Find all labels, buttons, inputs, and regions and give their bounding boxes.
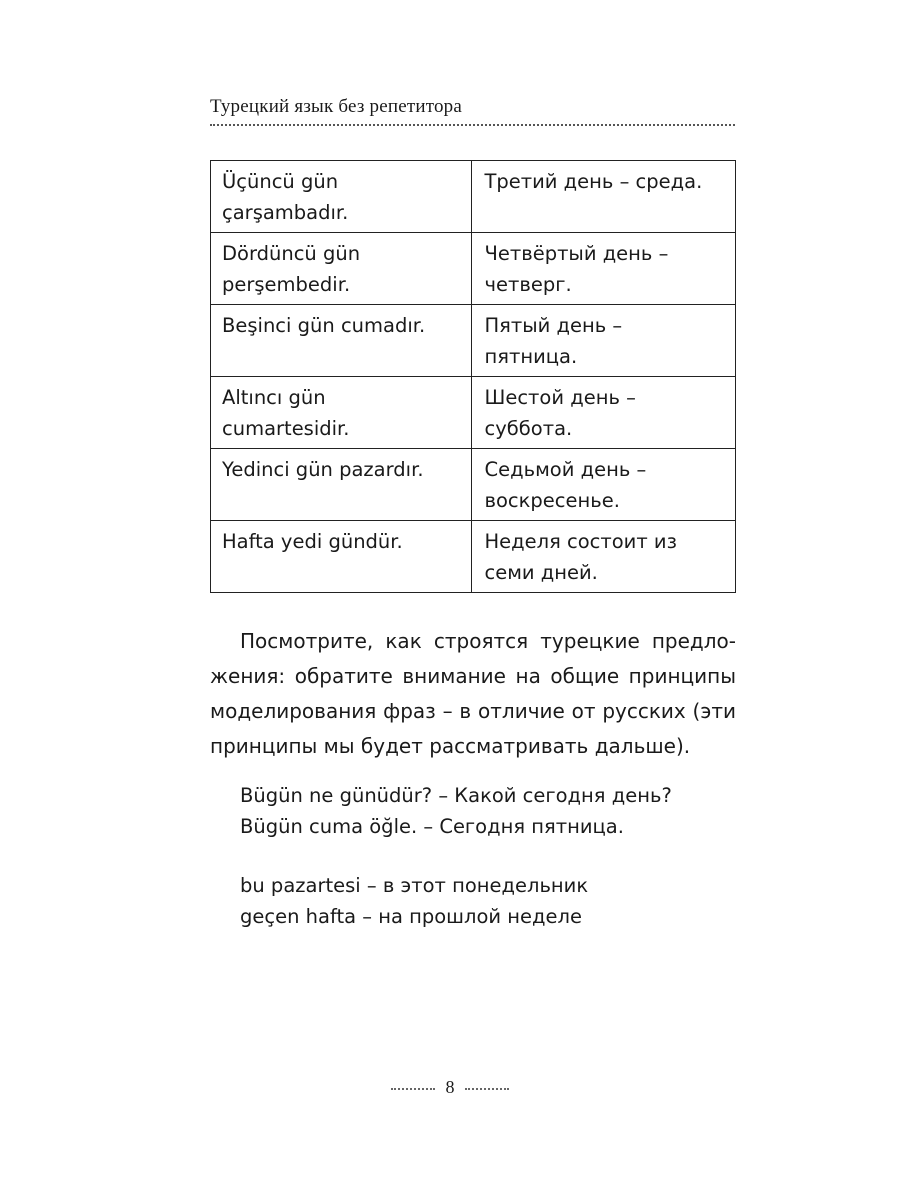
table-row bbox=[211, 305, 736, 377]
paragraph-line: моделирования фраз – в отличие от русских (эти bbox=[210, 699, 736, 723]
table-row bbox=[211, 161, 736, 233]
folio-dots-right bbox=[465, 1088, 509, 1090]
turkish-line: Altıncı gün bbox=[222, 386, 326, 409]
russian-cell bbox=[472, 449, 736, 521]
russian-cell bbox=[472, 521, 736, 593]
running-head: Турецкий язык без репетитора bbox=[210, 96, 462, 117]
russian-line: Неделя состоит из bbox=[484, 530, 677, 553]
turkish-line: Dördüncü gün bbox=[222, 242, 361, 265]
turkish-cell bbox=[211, 161, 472, 233]
example-line: Bügün cuma öğle. – Сегодня пятница. bbox=[240, 815, 624, 838]
page-number: 8 bbox=[445, 1077, 455, 1097]
paragraph-line: Посмотрите, как строятся турецкие предло- bbox=[240, 629, 736, 653]
body-paragraph bbox=[210, 624, 736, 764]
turkish-line: cumartesidir. bbox=[222, 417, 350, 440]
turkish-line: perşembedir. bbox=[222, 273, 351, 296]
table-row bbox=[211, 521, 736, 593]
turkish-cell bbox=[211, 233, 472, 305]
russian-line: Пятый день – bbox=[484, 314, 623, 337]
russian-cell bbox=[472, 233, 736, 305]
russian-line: суббота. bbox=[484, 417, 573, 440]
russian-line: Четвёртый день – bbox=[484, 242, 669, 265]
paragraph-line: жения: обратите внимание на общие принципы bbox=[210, 664, 736, 688]
russian-line: пятница. bbox=[484, 345, 578, 368]
turkish-line: Üçüncü gün bbox=[222, 170, 339, 193]
example-sentences bbox=[240, 780, 672, 842]
russian-cell bbox=[472, 161, 736, 233]
turkish-cell bbox=[211, 305, 472, 377]
example-phrases bbox=[240, 870, 588, 932]
turkish-cell bbox=[211, 449, 472, 521]
example-line: Bügün ne günüdür? – Какой сегодня день? bbox=[240, 784, 672, 807]
russian-line: Третий день – среда. bbox=[484, 170, 703, 193]
example-line: bu pazartesi – в этот понедельник bbox=[240, 874, 589, 897]
russian-line: четверг. bbox=[484, 273, 572, 296]
turkish-line: çarşambadır. bbox=[222, 201, 349, 224]
turkish-line: Hafta yedi gündür. bbox=[222, 530, 403, 553]
paragraph-line: принципы мы будет рассматривать дальше). bbox=[210, 734, 691, 758]
russian-line: Седьмой день – bbox=[484, 458, 647, 481]
table-row bbox=[211, 449, 736, 521]
turkish-cell bbox=[211, 521, 472, 593]
russian-line: семи дней. bbox=[484, 561, 598, 584]
russian-line: воскресенье. bbox=[484, 489, 620, 512]
example-line: geçen hafta – на прошлой неделе bbox=[240, 905, 582, 928]
turkish-cell bbox=[211, 377, 472, 449]
turkish-line: Beşinci gün cumadır. bbox=[222, 314, 426, 337]
vocabulary-table bbox=[210, 160, 736, 593]
table-row bbox=[211, 377, 736, 449]
russian-line: Шестой день – bbox=[484, 386, 636, 409]
turkish-line: Yedinci gün pazardır. bbox=[222, 458, 424, 481]
russian-cell bbox=[472, 377, 736, 449]
folio-dots-left bbox=[391, 1088, 435, 1090]
page-footer bbox=[0, 1077, 900, 1098]
table-row bbox=[211, 233, 736, 305]
header-dotted-rule bbox=[210, 124, 735, 126]
russian-cell bbox=[472, 305, 736, 377]
